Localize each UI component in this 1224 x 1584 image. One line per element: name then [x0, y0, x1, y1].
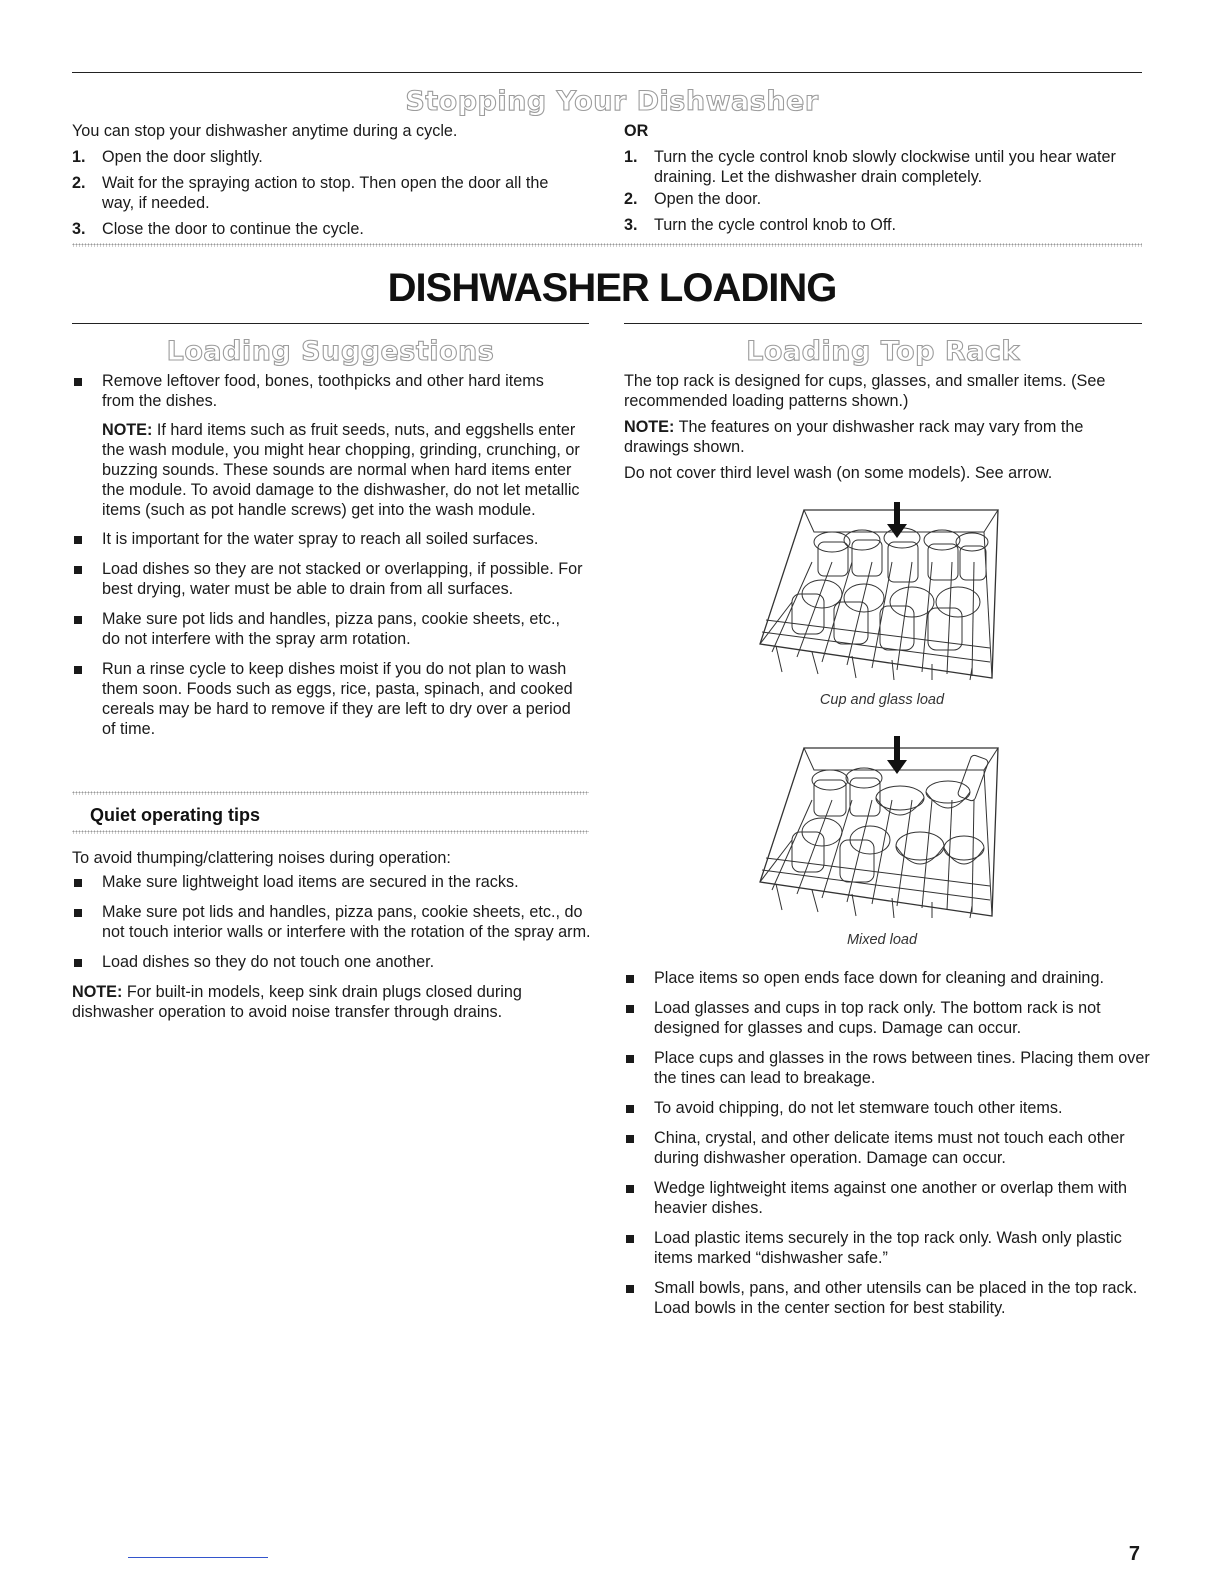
- stopping-title: Stopping Your Dishwasher: [405, 86, 819, 117]
- right-section-rule: [624, 323, 1142, 324]
- caption-mixed-load: Mixed load: [846, 932, 918, 948]
- top-rack-title: Loading Top Rack: [746, 336, 1020, 367]
- page-number: 7: [1128, 1543, 1140, 1565]
- top-rack-item: Load glasses and cups in top rack only. The bottom rack is not designed for glasses and cups. Damage can occur.: [624, 998, 1154, 1038]
- bullet-icon: [626, 1105, 634, 1113]
- left-section-rule: [72, 323, 589, 324]
- stop-alt-step-1: 1. Turn the cycle control knob slowly clockwise until you hear water draining. Let the dishwasher drain completely.: [624, 148, 1116, 186]
- dotted-divider: [72, 243, 1142, 247]
- bullet-icon: [74, 536, 82, 544]
- stop-alt-step-2: 2. Open the door.: [624, 190, 762, 208]
- top-rack-item: Place items so open ends face down for cleaning and draining.: [624, 968, 1124, 988]
- top-rack-item: Place cups and glasses in the rows between tines. Placing them over the tines can lead to breakage.: [624, 1048, 1154, 1088]
- bullet-icon: [626, 1235, 634, 1243]
- quiet-tip-item: Load dishes so they do not touch one another.: [72, 952, 589, 972]
- top-rack-item: Small bowls, pans, and other utensils can be placed in the top rack. Load bowls in the center section for best stability.: [624, 1278, 1159, 1318]
- suggestion-item: Make sure pot lids and handles, pizza pans, cookie sheets, etc., do not interfere with the spray arm rotation.: [72, 609, 582, 649]
- bullet-icon: [74, 666, 82, 674]
- stop-step-2: 2. Wait for the spraying action to stop. Then open the door all the way, if needed.: [72, 174, 549, 212]
- quiet-tips-note: NOTE: For built-in models, keep sink drain plugs closed during dishwasher operation to avoid noise transfer through drains.: [72, 983, 522, 1021]
- loading-suggestions-body: [72, 371, 589, 739]
- quiet-tips-title: Quiet operating tips: [90, 805, 261, 825]
- suggestion-item: Run a rinse cycle to keep dishes moist if you do not plan to wash them soon. Foods such as eggs, rice, pasta, spinach, and cooked cereals may be hard to remove if they are left to dry over a period of time.: [72, 659, 582, 739]
- bullet-icon: [626, 1135, 634, 1143]
- bullet-icon: [626, 1005, 634, 1013]
- quiet-tip-item: Make sure lightweight load items are secured in the racks.: [72, 872, 589, 892]
- cup-and-glass-rack-illustration: [752, 502, 1012, 684]
- bullet-icon: [626, 1055, 634, 1063]
- top-rack-item: Wedge lightweight items against one another or overlap them with heavier dishes.: [624, 1178, 1169, 1218]
- stop-step-1: 1. Open the door slightly.: [72, 148, 263, 166]
- quiet-tips-bottom-divider: [72, 830, 589, 834]
- bullet-icon: [626, 1185, 634, 1193]
- bullet-icon: [74, 879, 82, 887]
- footer-link-underline: [128, 1557, 268, 1558]
- bullet-icon: [74, 959, 82, 967]
- quiet-tips-top-divider: [72, 791, 589, 795]
- bullet-icon: [74, 909, 82, 917]
- stopping-left-column: [72, 121, 592, 239]
- top-rack-item: China, crystal, and other delicate items must not touch each other during dishwasher operation. Damage can occur.: [624, 1128, 1164, 1168]
- bullet-icon: [74, 616, 82, 624]
- stop-step-3: 3. Close the door to continue the cycle.: [72, 220, 364, 238]
- or-label: OR: [624, 122, 649, 140]
- stopping-intro: You can stop your dishwasher anytime during a cycle.: [72, 122, 458, 140]
- top-rule: [72, 72, 1142, 73]
- quiet-tips-body: [72, 848, 589, 1022]
- top-rack-bullets: [624, 968, 1150, 1318]
- bullet-icon: [626, 975, 634, 983]
- bullet-icon: [74, 566, 82, 574]
- top-rack-intro: [624, 371, 1142, 483]
- top-rack-item: To avoid chipping, do not let stemware touch other items.: [624, 1098, 1164, 1118]
- suggestion-note: NOTE: If hard items such as fruit seeds, nuts, and eggshells enter the wash module, you might hear chopping, grinding, crunching, or buzzing sounds. These sounds are normal when hard items enter the module. To avoid damage to the dishwasher, do not let metallic items (such as pot handle screws) get into the wash module.: [102, 421, 580, 519]
- bullet-icon: [74, 378, 82, 386]
- loading-suggestions-title: Loading Suggestions: [166, 336, 495, 367]
- caption-cup-and-glass-load: Cup and glass load: [819, 692, 945, 708]
- bullet-icon: [626, 1285, 634, 1293]
- top-rack-note: NOTE: The features on your dishwasher rack may vary from the drawings shown.: [624, 418, 1084, 456]
- top-rack-item: Load plastic items securely in the top rack only. Wash only plastic items marked “dishwasher safe.”: [624, 1228, 1154, 1268]
- mixed-load-rack-illustration: [752, 736, 1012, 922]
- suggestion-item: Load dishes so they are not stacked or overlapping, if possible. For best drying, water must be able to drain from all surfaces.: [72, 559, 592, 599]
- suggestion-item: Remove leftover food, bones, toothpicks and other hard items from the dishes.: [72, 371, 572, 411]
- stopping-right-column: [624, 121, 1144, 235]
- quiet-tips-intro: To avoid thumping/clattering noises during operation:: [72, 849, 451, 867]
- quiet-tip-item: Make sure pot lids and handles, pizza pans, cookie sheets, etc., do not touch interior walls or interfere with the rotation of the spray arm.: [72, 902, 592, 942]
- top-rack-arrow-note: Do not cover third level wash (on some models). See arrow.: [624, 464, 1053, 482]
- stop-alt-step-3: 3. Turn the cycle control knob to Off.: [624, 216, 897, 234]
- top-rack-paragraph: The top rack is designed for cups, glasses, and smaller items. (See recommended loading patterns shown.): [624, 372, 1106, 410]
- page-title: DISHWASHER LOADING: [387, 266, 837, 310]
- suggestion-item: It is important for the water spray to reach all soiled surfaces.: [72, 529, 589, 549]
